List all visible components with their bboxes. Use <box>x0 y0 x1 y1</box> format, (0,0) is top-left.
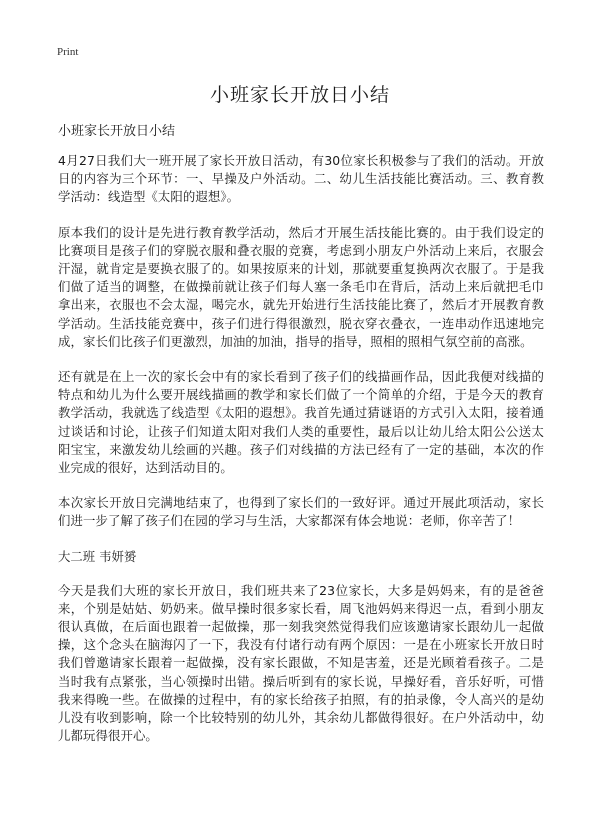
closing-paragraph: 今天是我们大班的家长开放日，我们班共来了23位家长，大多是妈妈来，有的是爸爸来，个别是姑姑、奶奶来。做早操时很多家长看，周飞池妈妈来得迟一点，看到小朋友很认真做，在后面也跟着一起做操，那一刻我突然觉得我们应该邀请家长跟幼儿一起做操，这个念头在脑海闪了一下，我没有付诸行动有两个原因：一是在小班家长开放日时我们曾邀请家长跟着一起做操，没有家长跟做，不知是害羞，还是光顾着看孩子。二是当时我有点紧张，当心领操时出错。操后听到有的家长说，早操好看，音乐好听，可惜我来得晚一些。在做操的过程中，有的家长给孩子拍照，有的拍录像，令人高兴的是幼儿没有收到影响，除一个比较特别的幼儿外，其余幼儿都做得很好。在户外活动中，幼儿都玩得很开心。 <box>58 582 544 744</box>
signature: 大二班 韦妍赟 <box>58 548 137 564</box>
paragraph: 4月27日我们大一班开展了家长开放日活动，有30位家长积极参与了我们的活动。开放日的内容为三个环节：一、早操及户外活动。二、幼儿生活技能比赛活动。三、教育教学活动：线造型《太阳的遐想》。 <box>58 153 544 205</box>
paragraph: 还有就是在上一次的家长会中有的家长看到了孩子们的线描画作品，因此我便对线描的特点和幼儿为什么要开展线描画的教学和家长们做了一个简单的介绍，于是今天的教育教学活动，我就选了线造型《太阳的遐想》。我首先通过猜谜语的方式引入太阳，接着通过谈话和讨论，让孩子们知道太阳对我们人类的重要性，最后以让幼儿给太阳公公送太阳宝宝，来激发幼儿绘画的兴趣。孩子们对线描的方法已经有了一定的基础，本次的作业完成的很好，达到活动目的。 <box>58 369 544 476</box>
document-title: 小班家长开放日小结 <box>209 84 390 106</box>
document-subtitle: 小班家长开放日小结 <box>58 124 176 139</box>
paragraph: 本次家长开放日完满地结束了，也得到了家长们的一致好评。通过开展此项活动，家长们进一步了解了孩子们在园的学习与生活，大家都深有体会地说：老师，你辛苦了！ <box>58 495 544 529</box>
paragraph: 原本我们的设计是先进行教育教学活动，然后才开展生活技能比赛的。由于我们设定的比赛项目是孩子们的穿脱衣服和叠衣服的竞赛，考虑到小朋友户外活动上来后，衣服会汗湿，就肯定是要换衣服了的。如果按原来的计划，那就要重复换两次衣服了。于是我们做了适当的调整，在做操前就让孩子们每人塞一条毛巾在背后，活动上来后就把毛巾拿出来，衣服也不会太湿，喝完水，就先开始进行生活技能比赛了，然后才开展教育教学活动。生活技能竞赛中，孩子们进行得很激烈，脱衣穿衣叠衣，一连串动作迅速地完成，家长们比孩子们更激烈，加油的加油，指导的指导，照相的照相气氛空前的高涨。 <box>58 224 544 349</box>
print-link[interactable]: Print <box>57 46 79 58</box>
document-body <box>58 152 544 762</box>
